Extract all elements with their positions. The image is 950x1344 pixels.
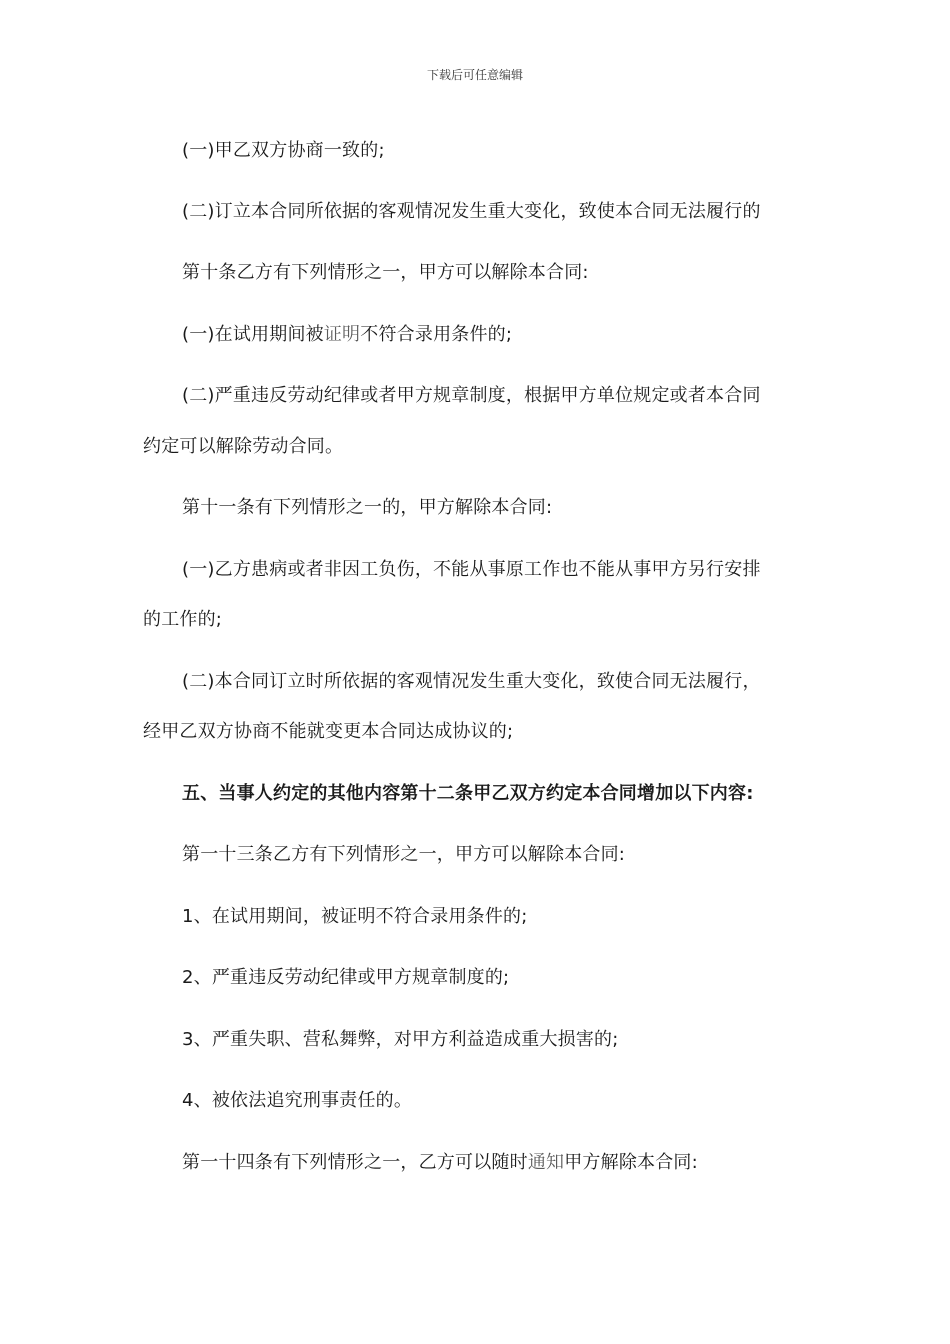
article-11-title: 第十一条有下列情形之一的，甲方解除本合同: bbox=[182, 497, 553, 518]
clause-1-2: (二)订立本合同所依据的客观情况发生重大变化，致使本合同无法履行的 bbox=[182, 201, 761, 222]
article-10-title: 第十条乙方有下列情形之一，甲方可以解除本合同: bbox=[182, 262, 589, 283]
article-13-item-2: 2、严重违反劳动纪律或甲方规章制度的; bbox=[182, 967, 510, 988]
clause-11-2-cont: 经甲乙双方协商不能就变更本合同达成协议的; bbox=[143, 721, 514, 742]
article-14-post: 甲方解除本合同: bbox=[564, 1152, 698, 1173]
section-5-heading: 五、当事人约定的其他内容第十二条甲乙双方约定本合同增加以下内容: bbox=[182, 783, 754, 804]
clause-11-1: (一)乙方患病或者非因工负伤，不能从事原工作也不能从事甲方另行安排 bbox=[182, 559, 761, 580]
clause-10-1-pre: (一)在试用期间被 bbox=[182, 324, 324, 345]
notify-link[interactable]: 通知 bbox=[527, 1152, 565, 1173]
clause-10-2: (二)严重违反劳动纪律或者甲方规章制度，根据甲方单位规定或者本合同 bbox=[182, 385, 761, 406]
article-13-title: 第一十三条乙方有下列情形之一，甲方可以解除本合同: bbox=[182, 844, 626, 865]
article-14-title bbox=[182, 1148, 842, 1178]
article-13-item-1: 1、在试用期间，被证明不符合录用条件的; bbox=[182, 906, 528, 927]
clause-11-2: (二)本合同订立时所依据的客观情况发生重大变化，致使合同无法履行， bbox=[182, 671, 761, 692]
clause-1-1: (一)甲乙双方协商一致的; bbox=[182, 140, 385, 161]
article-13-item-4: 4、被依法追究刑事责任的。 bbox=[182, 1090, 413, 1111]
article-13-item-3: 3、严重失职、营私舞弊，对甲方利益造成重大损害的; bbox=[182, 1029, 619, 1050]
page-header: 下载后可任意编辑 bbox=[426, 68, 523, 82]
clause-10-1-post: 不符合录用条件的; bbox=[360, 324, 513, 345]
clause-11-1-cont: 的工作的; bbox=[143, 609, 223, 630]
clause-10-1 bbox=[182, 320, 842, 350]
proof-link[interactable]: 证明 bbox=[323, 324, 361, 345]
article-14-pre: 第一十四条有下列情形之一，乙方可以随时 bbox=[182, 1152, 528, 1173]
clause-10-2-cont: 约定可以解除劳动合同。 bbox=[143, 436, 344, 457]
